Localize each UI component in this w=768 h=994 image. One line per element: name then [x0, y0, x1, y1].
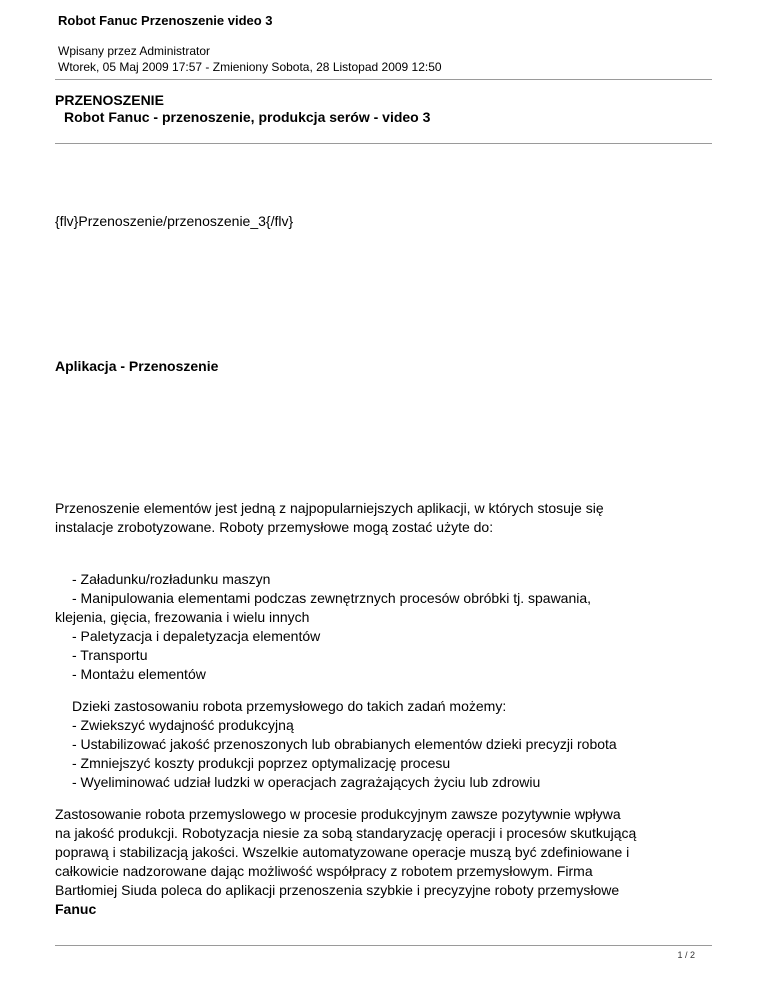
intro-line-2: instalacje zrobotyzowane. Roboty przemysłowe mogą zostać użyte do: — [55, 519, 494, 535]
video-embed-tag: {flv}Przenoszenie/przenoszenie_3{/flv} — [55, 213, 294, 229]
page-number: 1 / 2 — [677, 950, 695, 960]
date-line: Wtorek, 05 Maj 2009 17:57 - Zmieniony Sobota, 28 Listopad 2009 12:50 — [58, 60, 442, 74]
document-title: Robot Fanuc Przenoszenie video 3 — [58, 13, 273, 28]
footer-divider — [55, 945, 712, 946]
header-divider — [55, 79, 712, 80]
closing-line: Bartłomiej Siuda poleca do aplikacji przenoszenia szybkie i precyzyjne roboty przemysłowe — [55, 882, 620, 898]
list-item: - Transportu — [72, 647, 148, 663]
list-item: - Zwiekszyć wydajność produkcyjną — [72, 717, 294, 733]
list-item: - Załadunku/rozładunku maszyn — [72, 571, 271, 587]
closing-line: na jakość produkcji. Robotyzacja niesie za sobą standaryzację operacji i procesów skutkującą — [55, 825, 637, 841]
category-heading: PRZENOSZENIE — [55, 92, 164, 108]
list-item: - Zmniejszyć koszty produkcji poprzez optymalizację procesu — [72, 755, 451, 771]
list-item: - Wyeliminować udział ludzki w operacjach zagrażających życiu lub zdrowiu — [72, 774, 541, 790]
closing-line: Zastosowanie robota przemyslowego w procesie produkcyjnym zawsze pozytywnie wpływa — [55, 806, 621, 822]
list-item: - Paletyzacja i depaletyzacja elementów — [72, 628, 321, 644]
list-item: - Montażu elementów — [72, 666, 206, 682]
list-item: - Ustabilizować jakość przenoszonych lub obrabianych elementów dzieki precyzji robota — [72, 736, 617, 752]
list-item: - Manipulowania elementami podczas zewnętrznych procesów obróbki tj. spawania, — [72, 590, 592, 606]
author-line: Wpisany przez Administrator — [58, 44, 211, 58]
list-item: klejenia, gięcia, frezowania i wielu innych — [55, 609, 310, 625]
article-subtitle: Robot Fanuc - przenoszenie, produkcja serów - video 3 — [64, 109, 431, 125]
closing-line: całkowicie nadzorowane dając możliwość współpracy z robotem przemysłowym. Firma — [55, 863, 593, 879]
benefits-intro: Dzieki zastosowaniu robota przemysłowego do takich zadań możemy: — [72, 698, 507, 714]
section-divider — [55, 143, 712, 144]
application-heading: Aplikacja - Przenoszenie — [55, 358, 219, 374]
closing-line: poprawą i stabilizacją jakości. Wszelkie automatyzowane operacje muszą być zdefiniowane i — [55, 844, 630, 860]
brand-name: Fanuc — [55, 901, 97, 917]
intro-line-1: Przenoszenie elementów jest jedną z najpopularniejszych aplikacji, w których stosuje się — [55, 500, 604, 516]
